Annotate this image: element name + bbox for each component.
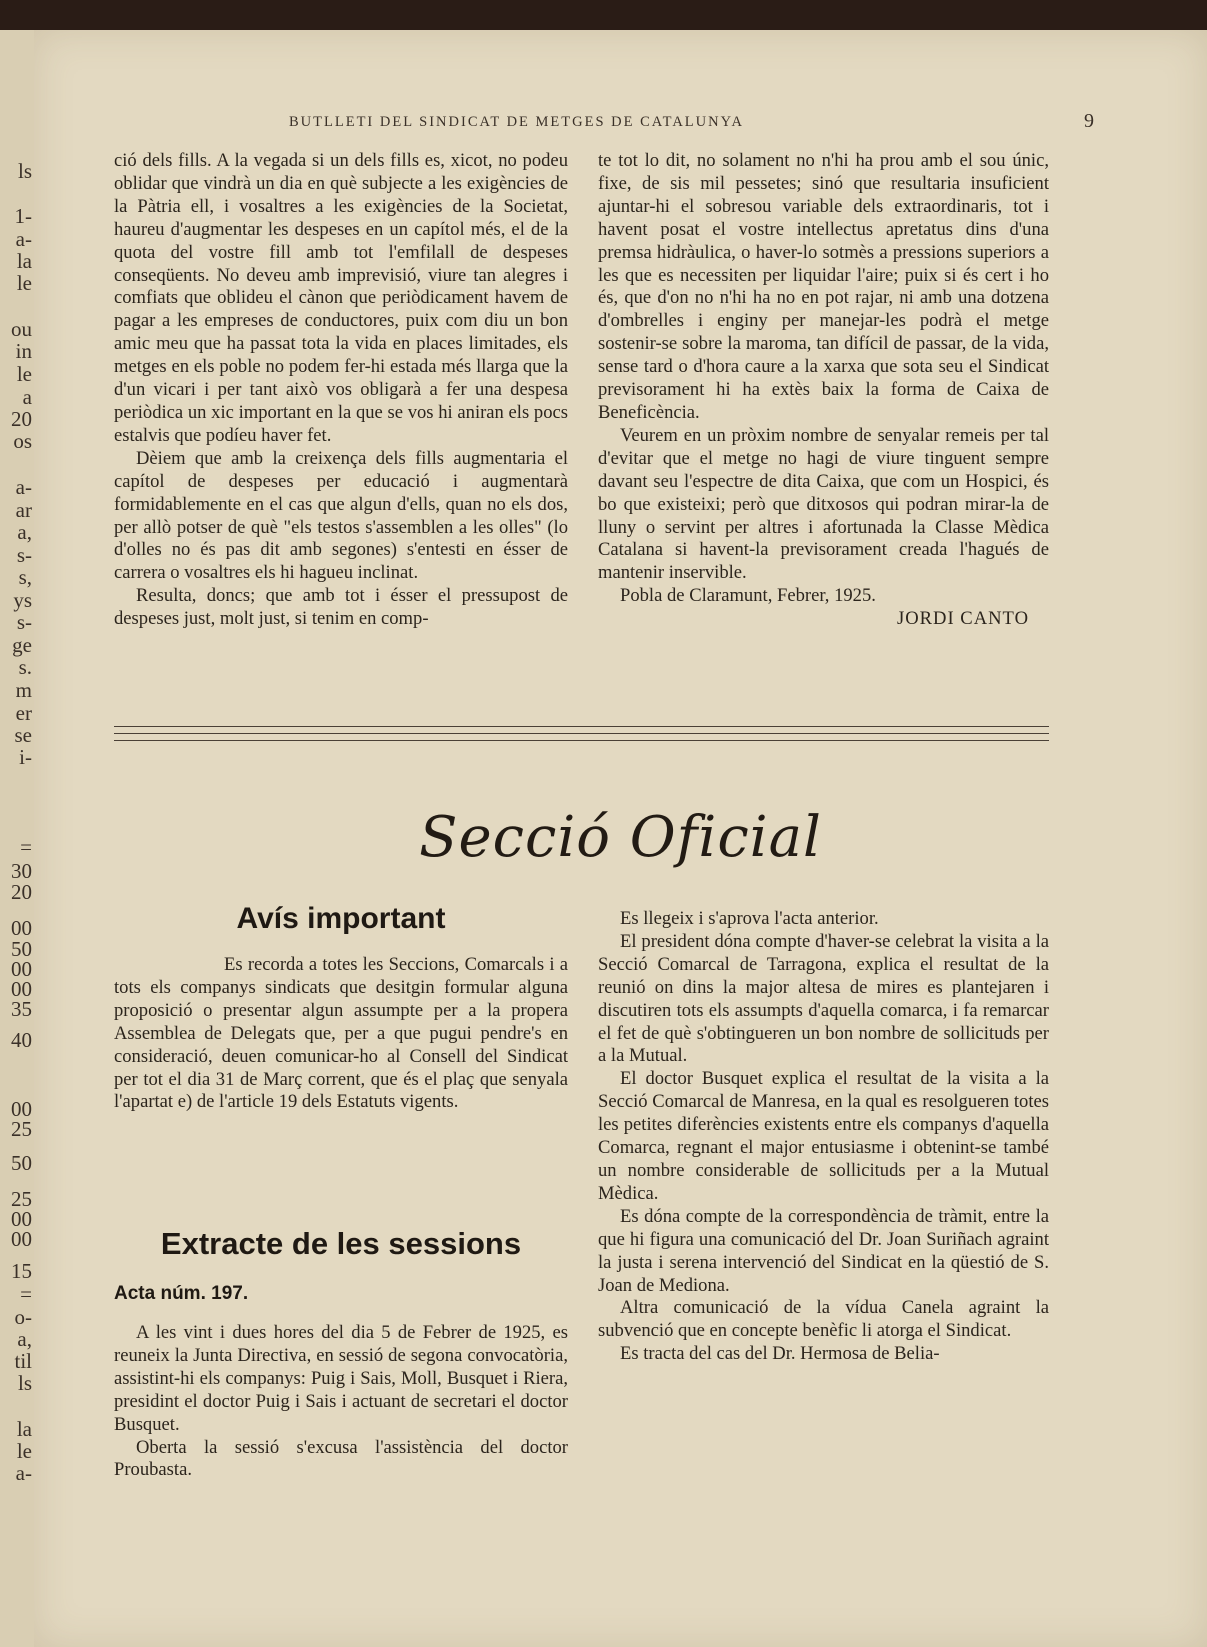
margin-fragment: = — [20, 1282, 32, 1306]
margin-fragment: ls — [17, 1371, 32, 1395]
page-number: 9 — [1084, 110, 1094, 132]
article-left-column — [114, 150, 568, 631]
margin-fragment: s- — [16, 610, 32, 634]
paragraph: Veurem en un pròxim nombre de senyalar remeis per tal d'evitar que el metge no hagi de viure tinguent sempre davant seu l'espectre de dita Caixa, que com un Hospici, és bo que existeixi; però que ditxosos qui podran mirar-la de lluny o servint per altres i afortunada la Classe Mèdica Catalana si havent-la previsorament creada l'hagués de mantenir inservible. — [598, 424, 1049, 584]
margin-fragment: 50 — [11, 937, 32, 961]
margin-fragment: 00 — [11, 916, 32, 940]
margin-fragment: s. — [18, 655, 32, 679]
margin-fragment: 15 — [11, 1259, 32, 1283]
paragraph: Altra comunicació de la vídua Canela agraint la subvenció que en concepte benèfic li atorga el Sindicat. — [598, 1297, 1049, 1342]
paragraph: El doctor Busquet explica el resultat de la visita a la Secció Comarcal de Manresa, en la qual es resolgueren totes les petites diferències existents entre els companys d'aquella Comarca, regnant el major entusiasme i obtenint-se també un nombre considerable de sollicituds per a la Mutual Mèdica. — [598, 1068, 1049, 1204]
minutes-heading: Extracte de les sessions — [160, 1226, 522, 1261]
margin-fragment: til — [14, 1349, 32, 1373]
adjacent-page-margin — [0, 30, 34, 1647]
paragraph: El president dóna compte d'haver-se celebrat la visita a la Secció Comarcal de Tarragona, explica el resultat de la reunió on dins la major altesa de mires es plantejaren i discutiren tots els assumpts d'aquella comarca, i fa remarcar el fet de què s'obtingueren un bon nombre de sollicituds per a la Mutual. — [598, 930, 1049, 1067]
article-right-column — [598, 150, 1049, 631]
margin-fragment: a- — [15, 227, 32, 251]
paragraph: Es tracta del cas del Dr. Hermosa de Belia- — [620, 1343, 940, 1365]
paragraph: Oberta la sessió s'excusa l'assistència del doctor Proubasta. — [114, 1436, 568, 1481]
author-signature: JORDI CANTO — [896, 608, 1029, 630]
journal-title: BUTLLETI DEL SINDICAT DE METGES DE CATALUNYA — [289, 114, 744, 130]
margin-fragment: se — [14, 723, 32, 747]
margin-fragment: a- — [15, 475, 32, 499]
notice-text-block — [114, 954, 568, 1114]
margin-fragment: 00 — [11, 977, 32, 1001]
margin-fragment: ar — [15, 498, 32, 522]
margin-fragment: ys — [13, 588, 32, 612]
paragraph: ció dels fills. A la vegada si un dels fills es, xicot, no podeu oblidar que vindrà un dia en què subjecte a les exigències de la Pàtria ell, i vosaltres a les exigències de la Societat, haureu d'augmentar les despeses en un capítol més, el de la quota del vostre fill amb tot l'emfilall de despeses conseqüents. No deveu amb imprevisió, viure tan alegres i comfiats que oblideu el cànon que periòdicament havem de pagar a les empreses de conductores, puix com diu un bon amic meu que ha passat tota la vida en places limitades, els metges en els poble no podem fer-hi estada més llarga que la d'un vicari i per tant això vos obligarà a fer una despesa periòdica un xic important en la que se vos hi aniran els pocs estalvis que podíeu haver fet. — [114, 150, 568, 446]
dateline: Pobla de Claramunt, Febrer, 1925. — [620, 585, 876, 607]
margin-fragment: i- — [19, 745, 32, 769]
paragraph: te tot lo dit, no solament no n'hi ha prou amb el sou únic, fixe, de sis mil pessetes; sinó que resultaria insuficient ajuntar-hi el sobresou variable dels extraordinaris, tot i havent posat el vostre intellectus apretatus dins d'una premsa hidràulica, o haver-lo sotmès a pressions superiors a les que es necessiten per liquidar l'aire; puix si és cert i ho és, que d'on no n'hi ha no en pot rajar, ni amb una dotzena d'ombrelles i enginy per manejar-les podrà el metge sostenir-se sobre la maroma, tan difícil de passar, de la vida, sense tard o d'hora caure a la xarxa que sota seu el Sindicat previsorament hi ha extès baix la forma de Caixa de Beneficència. — [598, 150, 1049, 423]
margin-fragment: 1- — [14, 204, 32, 228]
margin-fragment: 00 — [11, 1097, 32, 1121]
paragraph: Es dóna compte de la correspondència de tràmit, entre la que hi figura una comunicació del Dr. Joan Suriñach agraint la justa i serena intervenció del Sindicat en la qüestió de S. Joan de Mediona. — [598, 1205, 1049, 1296]
margin-fragment: 00 — [11, 1227, 32, 1251]
margin-fragment: in — [15, 339, 32, 363]
margin-fragment: a, — [17, 1327, 32, 1351]
margin-fragment: la — [16, 249, 32, 273]
minutes-right-column — [598, 908, 1049, 1366]
margin-fragment: 25 — [11, 1117, 32, 1141]
margin-fragment: ge — [12, 633, 32, 657]
section-title: Secció Oficial — [419, 805, 822, 870]
minutes-left-column — [114, 1322, 568, 1482]
margin-fragment: er — [15, 701, 32, 725]
margin-fragment: a — [22, 385, 32, 409]
paragraph: Es llegeix i s'aprova l'acta anterior. — [620, 908, 879, 929]
margin-fragment: 25 — [11, 1187, 32, 1211]
margin-fragment: la — [16, 1417, 32, 1441]
margin-fragment: 50 — [11, 1151, 32, 1175]
margin-fragment: a- — [15, 1461, 32, 1485]
margin-fragment: 20 — [11, 407, 32, 431]
margin-fragment: s- — [16, 543, 32, 567]
running-header — [134, 110, 1094, 138]
margin-fragment: 20 — [11, 880, 32, 904]
notice-heading: Avís important — [236, 902, 446, 935]
margin-fragment: ls — [17, 159, 32, 183]
margin-fragment: le — [16, 1439, 32, 1463]
margin-fragment: os — [13, 429, 32, 453]
margin-fragment: m — [15, 678, 32, 702]
notice-paragraph: Es recorda a totes les Seccions, Comarcals i a tots els companys sindicats que desitgin formular alguna proposició o presentar algun assumpte per a la propera Assemblea de Delegats que, per a que pugui pendre's en consideració, deuen comunicar-ho al Consell del Sindicat per tot el dia 31 de Març corrent, que és el plaç que senyala l'apartat e) de l'article 19 dels Estatuts vigents. — [114, 954, 568, 1113]
paragraph: Dèiem que amb la creixença dels fills augmentaria el capítol de despeses per educació i augmentarà formidablemente en el cas que algun d'ells, quan no els dos, per allò potser de què "els testos s'assemblen a les olles" (lo d'olles no és pas dit amb segones) s'entesti en ésser de carrera o vosaltres els hi hagueu inclinat. — [114, 447, 568, 584]
margin-fragment: a, — [17, 520, 32, 544]
margin-fragment: s, — [18, 565, 32, 589]
page — [34, 30, 1207, 1647]
minutes-number: Acta núm. 197. — [114, 1283, 249, 1304]
margin-fragment: 40 — [11, 1028, 32, 1052]
margin-fragment: 00 — [11, 957, 32, 981]
margin-fragment: o- — [14, 1305, 32, 1329]
margin-fragment: 00 — [11, 1207, 32, 1231]
margin-fragment: = — [20, 835, 32, 859]
margin-fragment: 30 — [11, 859, 32, 883]
paragraph: Resulta, doncs; que amb tot i ésser el pressupost de despeses just, molt just, si tenim en comp- — [114, 585, 568, 630]
divider-rule — [114, 726, 1049, 727]
paragraph: A les vint i dues hores del dia 5 de Febrer de 1925, es reuneix la Junta Directiva, en sessió de segona convocatòria, assistint-hi els companys: Puig i Sais, Moll, Busquet i Riera, presidint el doctor Puig i Sais i actuant de secretari el doctor Busquet. — [114, 1322, 568, 1435]
margin-fragment: ou — [11, 317, 32, 341]
margin-fragment: le — [16, 271, 32, 295]
margin-fragment: le — [16, 362, 32, 386]
margin-fragment: 35 — [11, 997, 32, 1021]
divider-double-rule — [114, 733, 1049, 741]
